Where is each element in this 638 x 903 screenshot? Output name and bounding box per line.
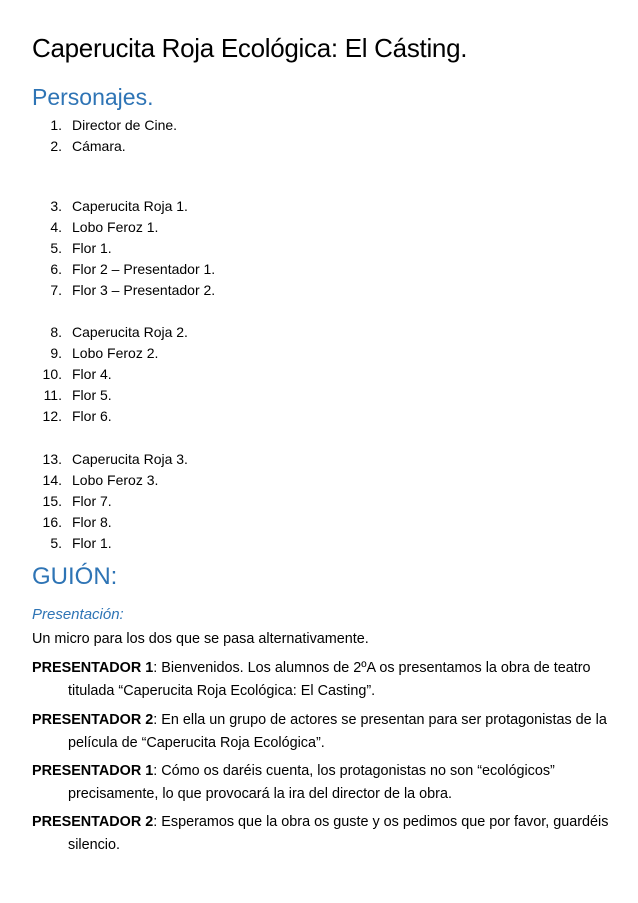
list-item-number: 6. [50,261,62,277]
list-item-number: 15. [42,493,62,509]
list-item-number: 9. [50,345,62,361]
list-item-label: Flor 8. [72,514,112,530]
list-item-label: Flor 3 – Presentador 2. [72,282,216,298]
list-item-label: Lobo Feroz 2. [72,345,159,361]
dialogue-line: : En ella un grupo de actores se presentan para ser protagonistas de la [153,712,607,728]
dialogue-paragraph [32,657,604,703]
list-item-number: 12. [42,408,62,424]
list-item-number: 7. [50,282,62,298]
document-title: Caperucita Roja Ecológica: El Cásting. [32,33,468,63]
dialogue-line-continuation: precisamente, lo que provocará la ira del director de la obra. [68,786,452,802]
dialogue-line-continuation: titulada “Caperucita Roja Ecológica: El Casting”. [68,683,376,699]
list-item-label: Flor 5. [72,387,112,403]
dialogue-paragraph [32,760,604,806]
list-item-label: Caperucita Roja 1. [72,198,188,214]
list-item-number: 5. [50,535,62,551]
speaker-name: PRESENTADOR 1 [32,660,154,676]
list-item-label: Flor 6. [72,408,112,424]
list-item-number: 5. [50,240,62,256]
list-item-label: Cámara. [72,138,126,154]
dialogue-line: : Cómo os daréis cuenta, los protagonistas no son “ecológicos” [153,763,555,779]
dialogue-line-continuation: película de “Caperucita Roja Ecológica”. [68,735,325,751]
list-item-number: 3. [50,198,62,214]
list-item-number: 10. [42,366,62,382]
speaker-name: PRESENTADOR 2 [32,814,154,830]
speaker-name: PRESENTADOR 1 [32,763,154,779]
list-item-label: Caperucita Roja 3. [72,451,188,467]
intro-text: Un micro para los dos que se pasa alternativamente. [32,631,369,647]
dialogue-paragraph [32,811,609,857]
list-item-label: Director de Cine. [72,117,178,133]
dialogue-paragraph [32,709,607,755]
list-item-label: Caperucita Roja 2. [72,324,188,340]
dialogue-line: : Esperamos que la obra os guste y os pedimos que por favor, guardéis [153,814,609,830]
list-item-label: Lobo Feroz 3. [72,472,159,488]
list-item-number: 2. [50,138,62,154]
list-item-label: Lobo Feroz 1. [72,219,159,235]
dialogue-line-continuation: silencio. [68,837,120,853]
dialogue-line: : Bienvenidos. Los alumnos de 2ºA os presentamos la obra de teatro [153,660,591,676]
list-item-number: 14. [42,472,62,488]
list-item-label: Flor 2 – Presentador 1. [72,261,216,277]
list-item-number: 16. [42,514,62,530]
list-item-label: Flor 4. [72,366,112,382]
list-item-number: 13. [42,451,62,467]
guion-heading: GUIÓN: [32,563,118,590]
list-item-number: 11. [43,387,62,403]
list-item-number: 4. [50,219,62,235]
presentacion-heading: Presentación: [32,606,124,623]
list-item-label: Flor 1. [72,240,112,256]
list-item-number: 8. [50,324,62,340]
list-item-label: Flor 7. [72,493,112,509]
list-item-number: 1. [50,117,62,133]
list-item-label: Flor 1. [72,535,112,551]
personajes-heading: Personajes. [32,84,154,110]
speaker-name: PRESENTADOR 2 [32,712,154,728]
